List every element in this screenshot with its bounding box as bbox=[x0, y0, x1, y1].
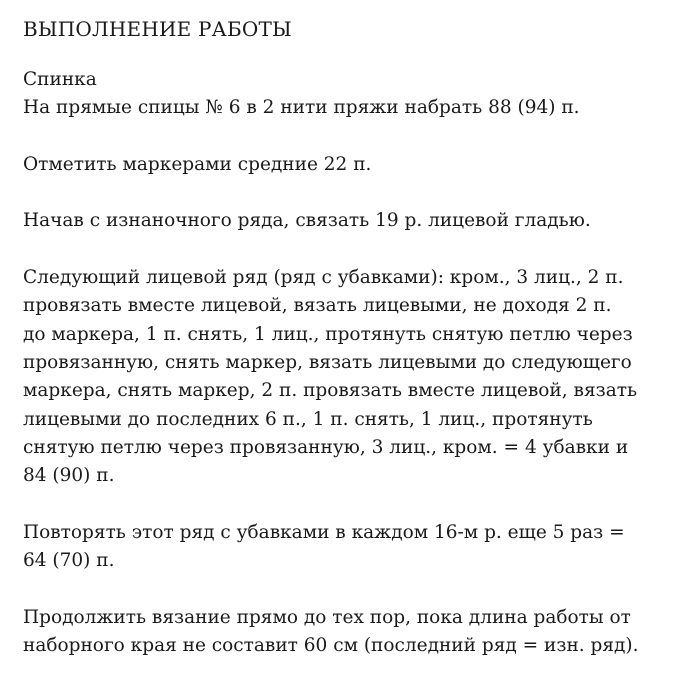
paragraph-line: маркера, снять маркер, 2 п. провязать вместе лицевой, вязать bbox=[23, 380, 638, 402]
paragraph-line: Повторять этот ряд с убавками в каждом 16-м р. еще 5 раз = bbox=[23, 521, 625, 543]
document-page bbox=[23, 14, 673, 660]
paragraph-line: наборного края не составит 60 см (последний ряд = изн. ряд). bbox=[23, 634, 639, 656]
paragraph-line: лицевыми до последних 6 п., 1 п. снять, 1 лиц., протянуть bbox=[23, 408, 593, 430]
section-title: Спинка bbox=[23, 69, 97, 90]
paragraph-line: 84 (90) п. bbox=[23, 465, 115, 487]
paragraph-line: Начав с изнаночного ряда, связать 19 р. лицевой гладью. bbox=[23, 210, 591, 232]
paragraph-line: провязать вместе лицевой, вязать лицевыми, не доходя 2 п. bbox=[23, 295, 612, 317]
paragraph-line: снятую петлю через провязанную, 3 лиц., кром. = 4 убавки и bbox=[23, 436, 629, 458]
paragraph-continue bbox=[23, 604, 673, 661]
paragraph-line: На прямые спицы № 6 в 2 нити пряжи набрать 88 (94) п. bbox=[23, 97, 580, 119]
paragraph-line: провязанную, снять маркер, вязать лицевыми до следующего bbox=[23, 351, 632, 373]
paragraph-decrease-row bbox=[23, 264, 673, 490]
paragraph-line: Отметить маркерами средние 22 п. bbox=[23, 153, 372, 175]
paragraph-line: 64 (70) п. bbox=[23, 550, 115, 572]
page-heading: ВЫПОЛНЕНИЕ РАБОТЫ bbox=[23, 17, 292, 41]
paragraph-line: Следующий лицевой ряд (ряд с убавками): кром., 3 лиц., 2 п. bbox=[23, 267, 624, 289]
paragraph-line: до маркера, 1 п. снять, 1 лиц., протянуть снятую петлю через bbox=[23, 323, 633, 345]
paragraph-line: Продолжить вязание прямо до тех пор, пока длина работы от bbox=[23, 606, 631, 628]
paragraph-repeat bbox=[23, 519, 673, 576]
